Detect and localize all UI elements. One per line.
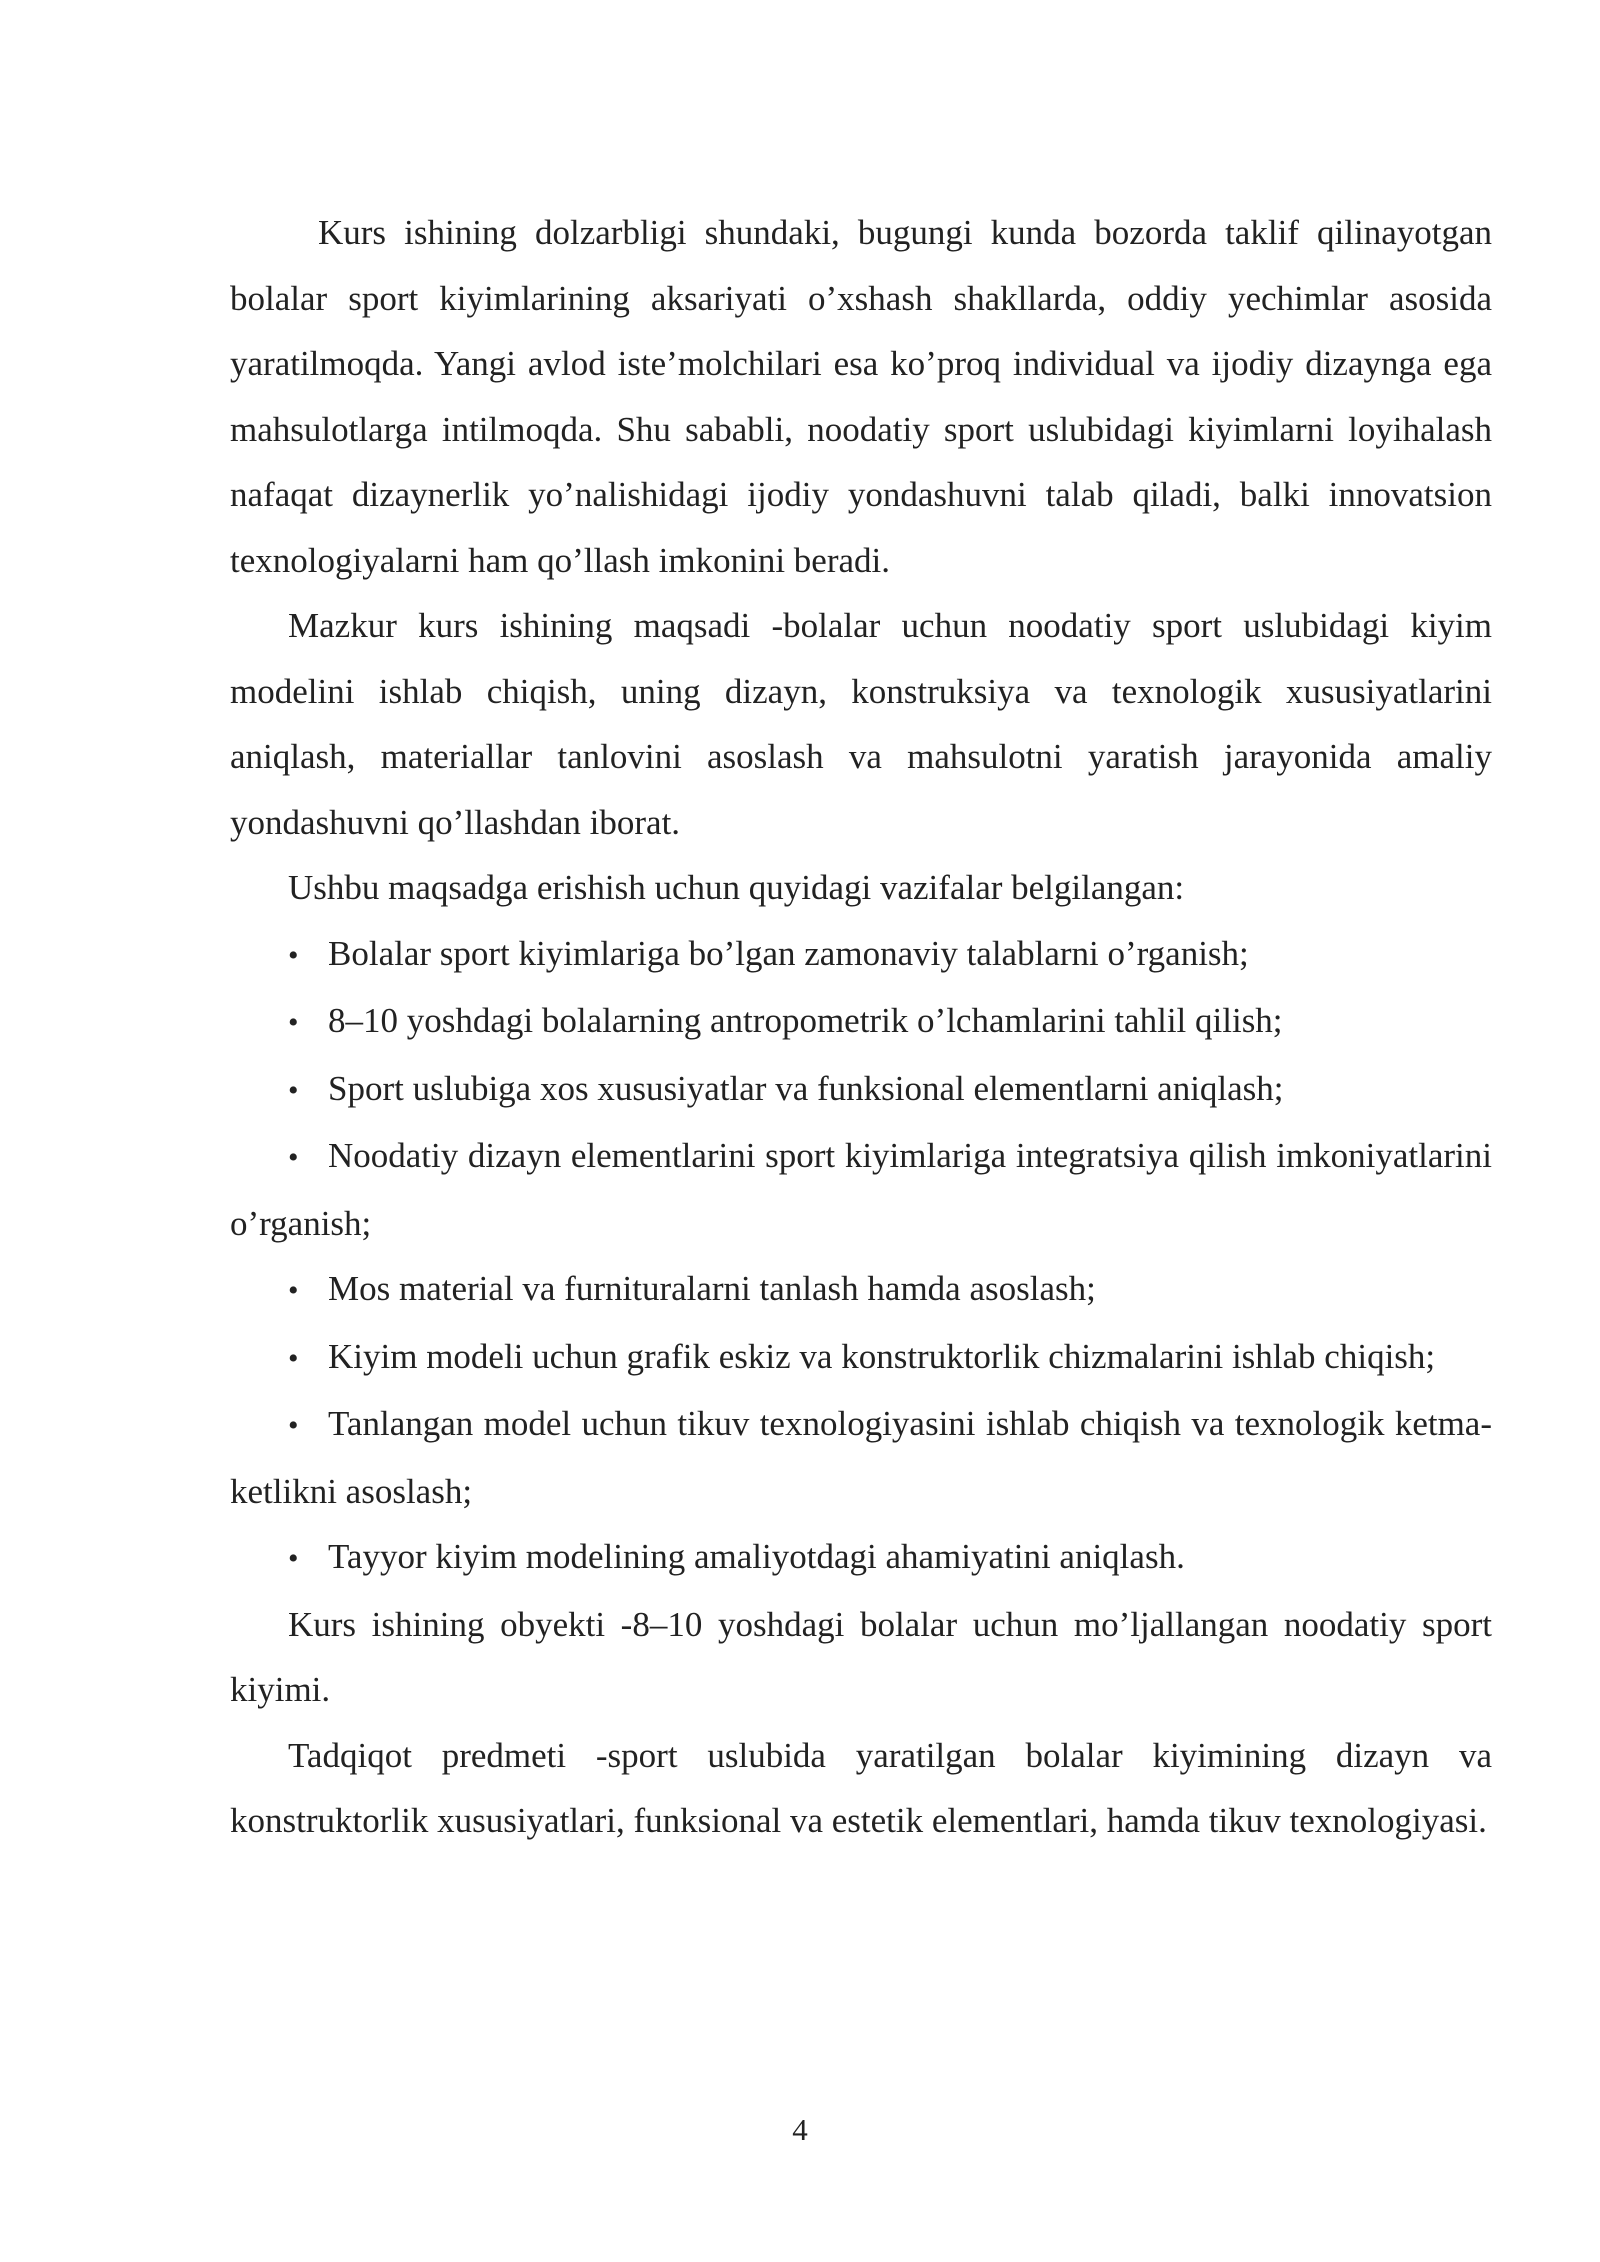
list-item-text: 8–10 yoshdagi bolalarning antropometrik o’lchamlarini tahlil qilish; bbox=[328, 1001, 1283, 1040]
bullet-icon: • bbox=[288, 1073, 299, 1107]
page-number: 4 bbox=[792, 2112, 808, 2147]
list-item-text: Kiyim modeli uchun grafik eskiz va konstruktorlik chizmalarini ishlab chiqish; bbox=[328, 1336, 1436, 1376]
page-body bbox=[230, 200, 1492, 1854]
task-list bbox=[230, 921, 1492, 1592]
list-item bbox=[230, 1256, 1492, 1324]
list-item-text: Bolalar sport kiyimlariga bo’lgan zamonaviy talablarni o’rganish; bbox=[328, 933, 1249, 973]
list-item-text: Noodatiy dizayn elementlarini sport kiyimlariga integratsiya qilish imkoniyatlarini o’rganish; bbox=[230, 1136, 1492, 1243]
paragraph-tasks-intro: Ushbu maqsadga erishish uchun quyidagi vazifalar belgilangan: bbox=[288, 868, 1185, 907]
list-item bbox=[230, 1056, 1492, 1124]
list-item-text: Mos material va furnituralarni tanlash hamda asoslash; bbox=[328, 1269, 1096, 1308]
paragraph-object: Kurs ishining obyekti -8–10 yoshdagi bolalar uchun mo’ljallangan noodatiy sport kiyimi. bbox=[230, 1604, 1492, 1709]
paragraph-goal: Mazkur kurs ishining maqsadi -bolalar uchun noodatiy sport uslubidagi kiyim modelini ishlab chiqish, uning dizayn, konstruksiya va texnologik xususiyatlarini aniqlash, materiallar tanlovini asoslash va mahsulotni yaratish jarayonida amaliy yondashuvni qo’llashdan iborat. bbox=[230, 606, 1492, 842]
bullet-icon: • bbox=[288, 1006, 299, 1039]
paragraph-subject: Tadqiqot predmeti -sport uslubida yaratilgan bolalar kiyimining dizayn va konstruktorlik xususiyatlari, funksional va estetik elementlari, hamda tikuv texnologiyasi. bbox=[230, 1735, 1492, 1840]
bullet-icon: • bbox=[288, 1341, 299, 1375]
list-item-text: Tayyor kiyim modelining amaliyotdagi ahamiyatini aniqlash. bbox=[328, 1537, 1185, 1576]
paragraph-relevance: Kurs ishining dolzarbligi shundaki, bugungi kunda bozorda taklif qilinayotgan bolalar sport kiyimlarining aksariyati o’xshash shakllarda, oddiy yechimlar asosida yaratilmoqda. Yangi avlod iste’molchilari esa ko’proq individual va ijodiy dizaynga ega mahsulotlarga intilmoqda. Shu sababli, noodatiy sport uslubidagi kiyimlarni loyihalash nafaqat dizaynerlik yo’nalishidagi ijodiy yondashuvni talab qiladi, balki innovatsion texnologiyalarni ham qo’llash imkonini beradi. bbox=[230, 213, 1492, 580]
bullet-icon: • bbox=[288, 1542, 299, 1575]
list-item bbox=[230, 1324, 1492, 1392]
bullet-icon: • bbox=[288, 1141, 299, 1174]
list-item bbox=[230, 1524, 1492, 1592]
list-item bbox=[230, 1123, 1492, 1256]
list-item bbox=[230, 1391, 1492, 1524]
list-item-text: Tanlangan model uchun tikuv texnologiyasini ishlab chiqish va texnologik ketma-ketlikni asoslash; bbox=[230, 1404, 1492, 1511]
bullet-icon: • bbox=[288, 1409, 299, 1442]
list-item bbox=[230, 988, 1492, 1056]
list-item bbox=[230, 921, 1492, 989]
bullet-icon: • bbox=[288, 938, 299, 972]
bullet-icon: • bbox=[288, 1274, 299, 1307]
list-item-text: Sport uslubiga xos xususiyatlar va funksional elementlarni aniqlash; bbox=[328, 1068, 1284, 1108]
